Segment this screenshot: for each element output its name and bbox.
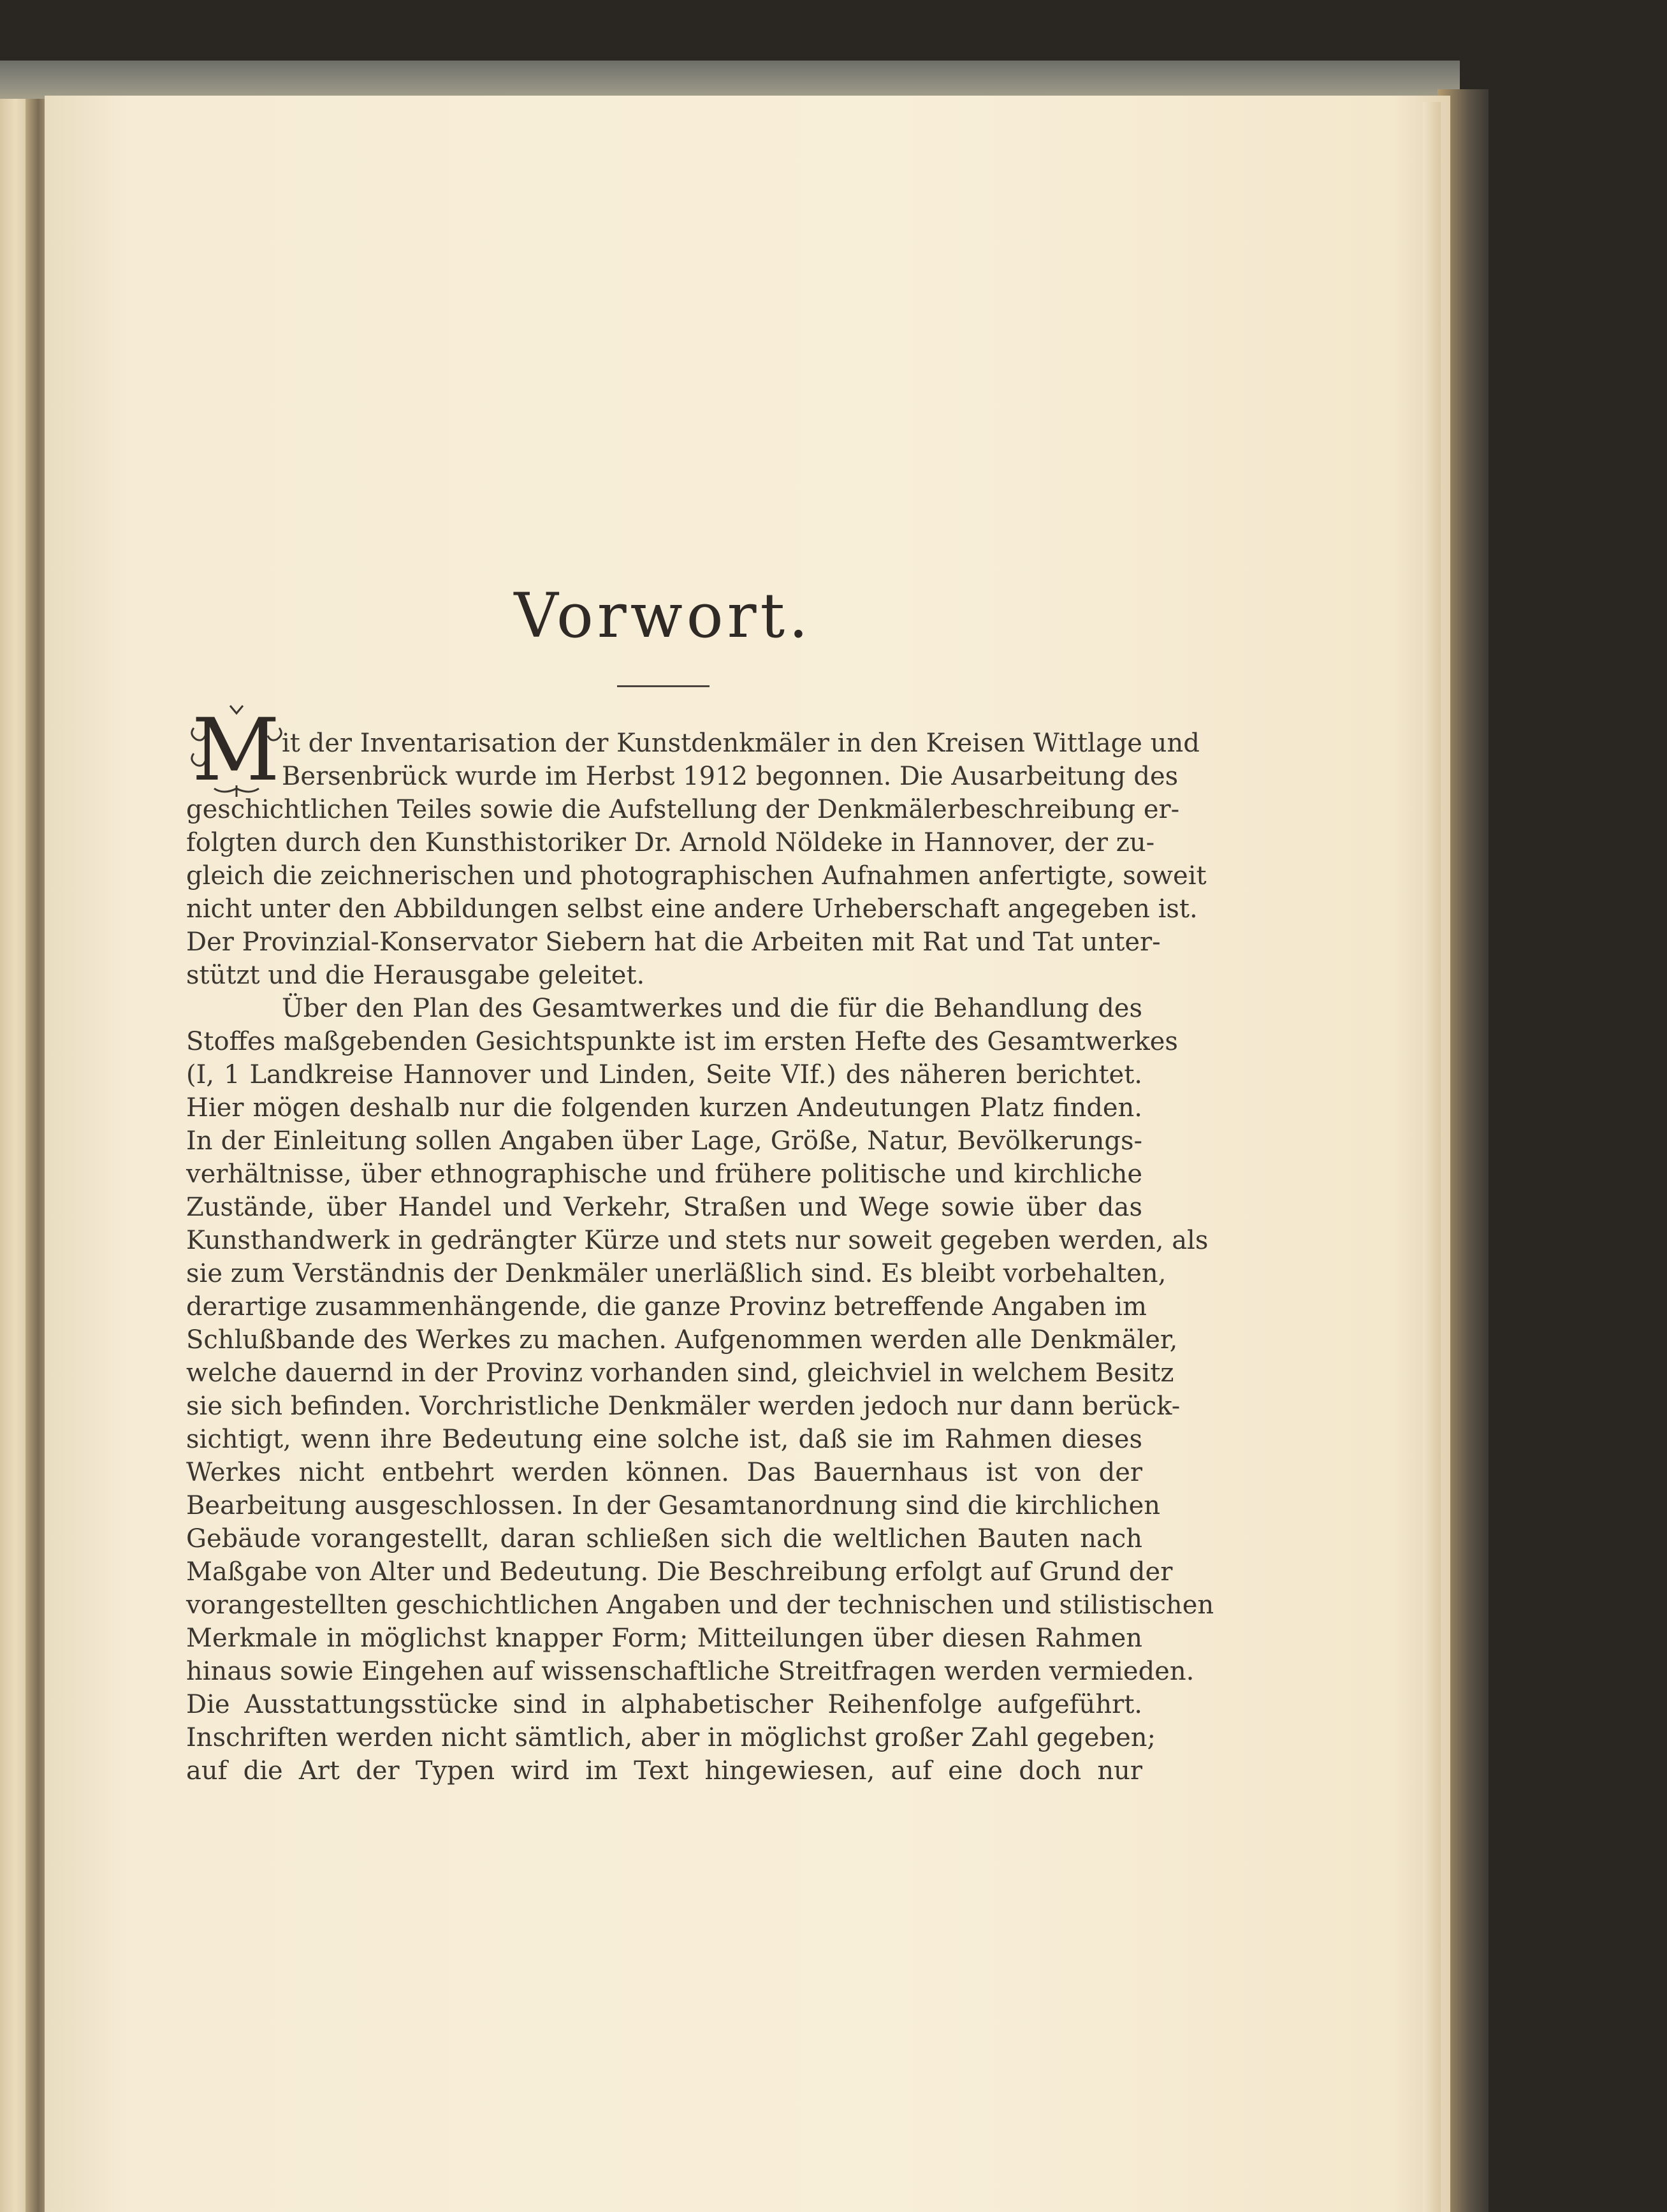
page-edge [1423,102,1441,2212]
text-line: In der Einleitung sollen Angaben über Lage, Größe, Natur, Bevölkerungs- [186,1126,1142,1156]
text-line: Maßgabe von Alter und Bedeutung. Die Beschreibung erfolgt auf Grund der [186,1557,1173,1587]
text-line: Kunsthandwerk in gedrängter Kürze und stets nur soweit gegeben werden, als [186,1226,1209,1255]
text-line: Merkmale in möglichst knapper Form; Mitteilungen über diesen Rahmen [186,1624,1142,1653]
text-line: sie zum Verständnis der Denkmäler unerläßlich sind. Es bleibt vorbehalten, [186,1259,1167,1288]
text-line: geschichtlichen Teiles sowie die Aufstellung der Denkmälerbeschreibung er- [186,795,1180,824]
title-divider [617,685,710,687]
text-line: auf die Art der Typen wird im Text hingewiesen, auf eine doch nur [186,1756,1142,1786]
body-text [186,727,1214,1787]
text-line: it der Inventarisation der Kunstdenkmäler in den Kreisen Wittlage und [282,729,1200,758]
text-line: hinaus sowie Eingehen auf wissenschaftliche Streitfragen werden vermieden. [186,1657,1195,1686]
text-line: Bearbeitung ausgeschlossen. In der Gesamtanordnung sind die kirchlichen [186,1491,1161,1520]
text-line: welche dauernd in der Provinz vorhanden sind, gleichviel in welchem Besitz [186,1358,1174,1388]
text-line: sichtigt, wenn ihre Bedeutung eine solche ist, daß sie im Rahmen dieses [186,1425,1142,1454]
text-line: nicht unter den Abbildungen selbst eine andere Urheberschaft angegeben ist. [186,894,1198,924]
text-line: Inschriften werden nicht sämtlich, aber in möglichst großer Zahl gegeben; [186,1723,1156,1752]
text-line: Schlußbande des Werkes zu machen. Aufgenommen werden alle Denkmäler, [186,1325,1178,1355]
text-line: gleich die zeichnerischen und photographischen Aufnahmen anfertigte, soweit [186,861,1207,891]
text-line: Der Provinzial-Konservator Siebern hat die Arbeiten mit Rat und Tat unter- [186,928,1161,957]
text-line: Bersenbrück wurde im Herbst 1912 begonnen. Die Ausarbeitung des [282,762,1179,791]
text-line: Zustände, über Handel und Verkehr, Straßen und Wege sowie über das [186,1193,1142,1222]
text-line: verhältnisse, über ethnographische und frühere politische und kirchliche [186,1160,1142,1189]
text-line: Über den Plan des Gesamtwerkes und die für die Behandlung des [282,994,1142,1023]
text-line: Hier mögen deshalb nur die folgenden kurzen Andeutungen Platz finden. [186,1093,1142,1123]
text-line: stützt und die Herausgabe geleitet. [186,961,645,990]
text-line: Stoffes maßgebenden Gesichtspunkte ist im ersten Hefte des Gesamtwerkes [186,1027,1178,1056]
text-line: (I, 1 Landkreise Hannover und Linden, Seite VIf.) des näheren berichtet. [186,1060,1142,1089]
text-line: vorangestellten geschichtlichen Angaben und der technischen und stilistischen [186,1590,1214,1620]
text-line: Werkes nicht entbehrt werden können. Das Bauernhaus ist von der [186,1458,1142,1487]
text-line: Gebäude vorangestellt, daran schließen sich die weltlichen Bauten nach [186,1524,1142,1553]
text-line: folgten durch den Kunsthistoriker Dr. Arnold Nöldeke in Hannover, der zu- [186,828,1155,857]
text-line: sie sich befinden. Vorchristliche Denkmäler werden jedoch nur dann berück- [186,1392,1181,1421]
text-line: Die Ausstattungsstücke sind in alphabetischer Reihenfolge aufgeführt. [186,1690,1142,1719]
page-title: Vorwort. [514,580,812,651]
text-line: derartige zusammenhängende, die ganze Provinz betreffende Angaben im [186,1292,1147,1321]
book-cover-top [0,61,1460,99]
initial-letter: M [191,700,280,800]
